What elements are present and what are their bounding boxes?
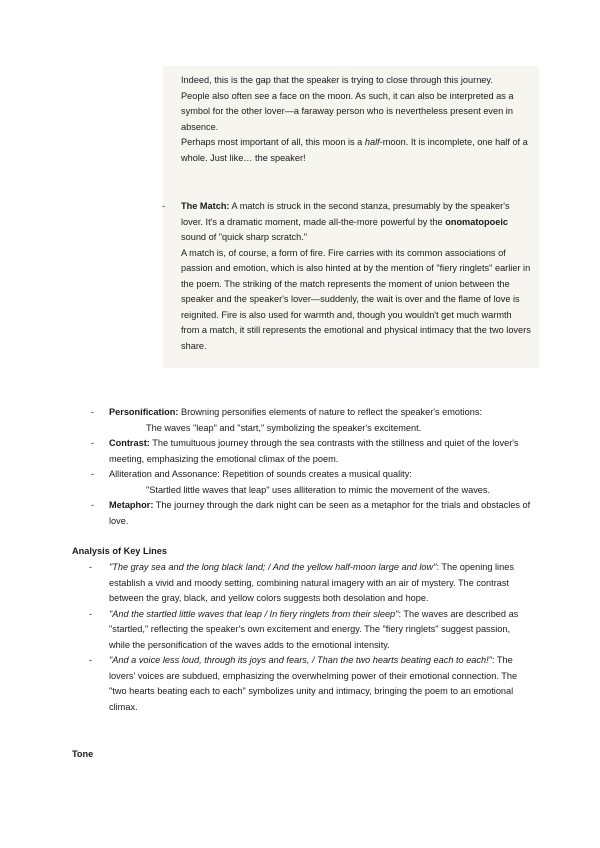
list-item-analysis [89,607,529,654]
match-label: The Match: [181,201,230,211]
analysis-list [89,560,529,715]
quote: "And a voice less loud, through its joys and fears, / Than the two hearts beating each to each!" [109,655,492,665]
term-label: Personification: [109,407,179,417]
device-list [91,405,531,529]
analysis-text: : The waves are described as "startled," reflecting the speaker's own excitement and energy. The "fiery ringlets" suggest passion, while the personification of the waves adds to the emotional intensity. [109,608,519,650]
term-text: The tumultuous journey through the sea contrasts with the stillness and quiet of the lover's meeting, emphasizing the emotional climax of the poem. [109,438,519,464]
section-heading-tone: Tone [72,749,94,759]
list-item-personification [91,405,531,436]
match-text: A match is struck in the second stanza, presumably by the speaker's lover. It's a dramatic moment, made all-the-more powerful by the [181,201,510,227]
match-paragraph [181,199,531,246]
note-box [163,66,539,368]
quote: "And the startled little waves that leap / In fiery ringlets from their sleep" [109,608,399,619]
match-paragraph-2: A match is, of course, a form of fire. Fire carries with its common associations of passion and emotion, which is also hinted at by the mention of "fiery ringlets" earlier in the poem. The striking of the match represents the moment of union between the speaker and the speaker's lover—suddenly, the wait is over and the flame of love is reignited. Fire is also used for warmth and, though you wouldn't get much warmth from a match, it still represents the emotional and physical intimacy that the two lovers share. [181,247,531,351]
sub-point: The waves "leap" and "start," symbolizing the speaker's excitement. [146,422,422,433]
note-paragraph [181,135,531,166]
list-item-analysis [89,560,529,607]
bullet-dash: - [89,562,93,572]
sub-point: "Startled little waves that leap" uses alliteration to mimic the movement of the waves. [146,484,491,495]
quote: "The gray sea and the long black land; / And the yellow half-moon large and low" [109,562,437,572]
list-item-contrast [91,436,531,467]
term-text: Browning personifies elements of nature to reflect the speaker's emotions: [178,407,483,417]
list-item-analysis [89,653,529,715]
section-heading-analysis: Analysis of Key Lines [72,546,167,556]
note-paragraph: People also often see a face on the moon. As such, it can also be interpreted as a symbol for the other lover—a faraway person who is nevertheless present even in absence. [181,90,514,132]
note-italic: half [364,137,380,147]
term-label: Metaphor: [109,500,154,510]
bullet-dash: - [91,407,95,417]
term-text: Alliteration and Assonance: Repetition of sounds creates a musical quality: [109,469,412,479]
analysis-text: : The opening lines establish a vivid and moody setting, combining natural imagery with an air of mystery. The contrast between the gray, black, and yellow colors suggests both desolation and hope. [109,562,514,603]
bullet-dash: - [91,438,95,448]
bullet-dash: - [91,469,95,479]
note-text: Perhaps most important of all, this moon is a [181,137,365,147]
list-item-alliteration [91,467,531,498]
bullet-dash: - [89,655,93,665]
match-text: sound of "quick sharp scratch." [181,232,308,242]
note-text: -moon. It is incomplete, one half of a whole. Just like… the speaker! [181,137,528,163]
term-label: Contrast: [109,438,150,448]
note-content [162,73,531,351]
term-text: The journey through the dark night can be seen as a metaphor for the trials and obstacles of love. [109,500,531,526]
list-item-metaphor [91,498,531,529]
bullet-dash: - [162,201,166,211]
note-paragraph: Indeed, this is the gap that the speaker is trying to close through this journey. [181,75,493,85]
bullet-dash: - [89,608,93,619]
onomatopoeic-term: onomatopoeic [445,216,509,227]
bullet-dash: - [91,500,95,510]
analysis-text: : The lovers' voices are subdued, emphasizing the overwhelming power of their emotional connection. The "two hearts beating each to each" symbolizes unity and intimacy, bringing the poem to an emotional climax. [109,655,518,712]
match-list-item [162,199,531,354]
